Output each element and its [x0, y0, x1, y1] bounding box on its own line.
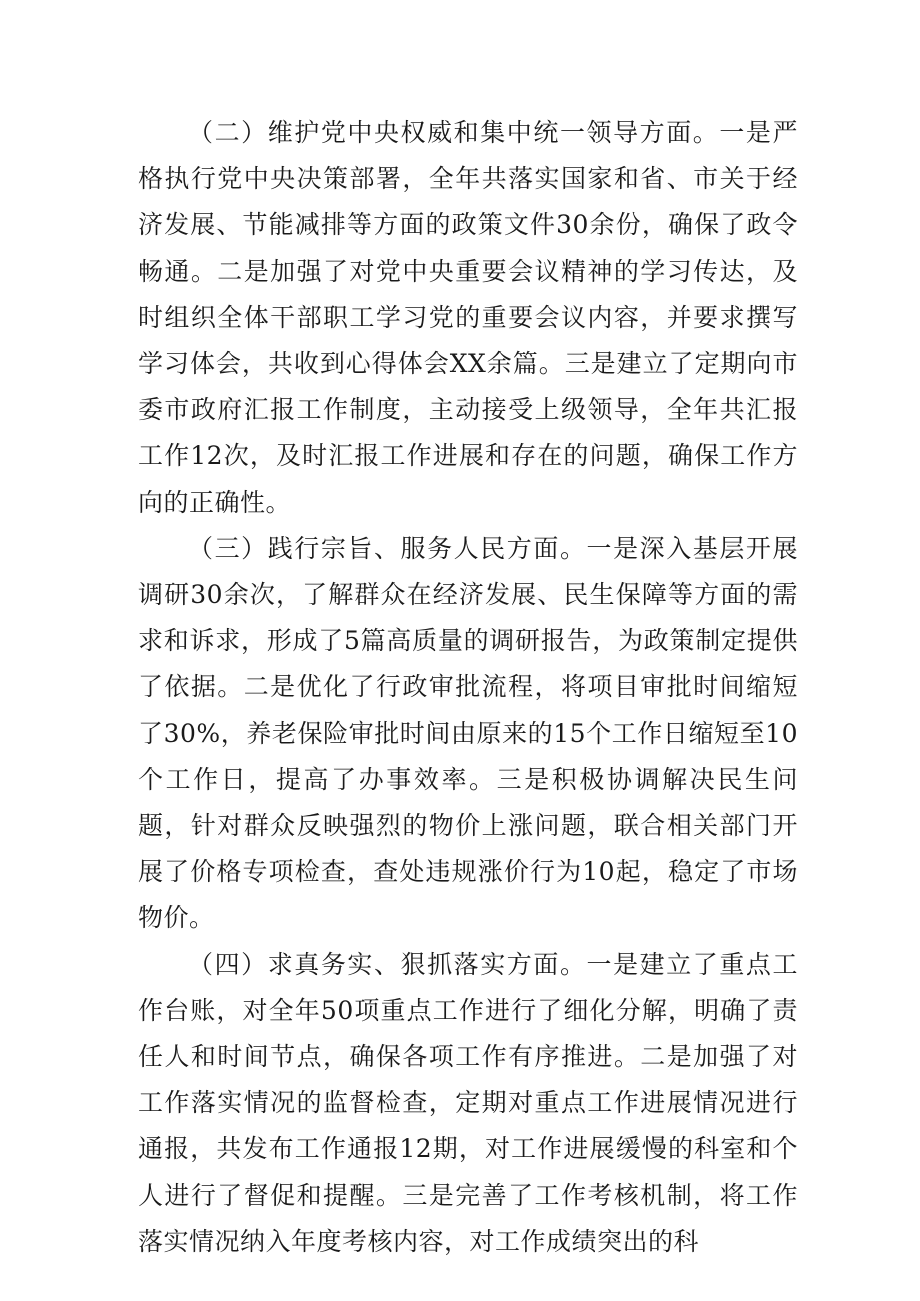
document-body [138, 110, 798, 1265]
paragraph-2-upholding-central-authority: （二）维护党中央权威和集中统一领导方面。一是严格执行党中央决策部署，全年共落实国家和省、市关于经济发展、节能减排等方面的政策文件30余份，确保了政令畅通。二是加强了对党中央重要会议精神的学习传达，及时组织全体干部职工学习党的重要会议内容，并要求撰写学习体会，共收到心得体会XX余篇。三是建立了定期向市委市政府汇报工作制度，主动接受上级领导，全年共汇报工作12次，及时汇报工作进展和存在的问题，确保工作方向的正确性。 [138, 118, 798, 517]
paragraph-3-serving-the-people: （三）践行宗旨、服务人民方面。一是深入基层开展调研30余次，了解群众在经济发展、民生保障等方面的需求和诉求，形成了5篇高质量的调研报告，为政策制定提供了依据。二是优化了行政审批流程，将项目审批时间缩短了30%，养老保险审批时间由原来的15个工作日缩短至10个工作日，提高了办事效率。三是积极协调解决民生问题，针对群众反映强烈的物价上涨问题，联合相关部门开展了价格专项检查，查处违规涨价行为10起，稳定了市场物价。 [138, 533, 798, 933]
paragraph-4-practical-implementation: （四）求真务实、狠抓落实方面。一是建立了重点工作台账，对全年50项重点工作进行了细化分解，明确了责任人和时间节点，确保各项工作有序推进。二是加强了对工作落实情况的监督检查，定期对重点工作进展情况进行通报，共发布工作通报12期，对工作进展缓慢的科室和个人进行了督促和提醒。三是完善了工作考核机制，将工作落实情况纳入年度考核内容，对工作成绩突出的科 [138, 949, 798, 1256]
